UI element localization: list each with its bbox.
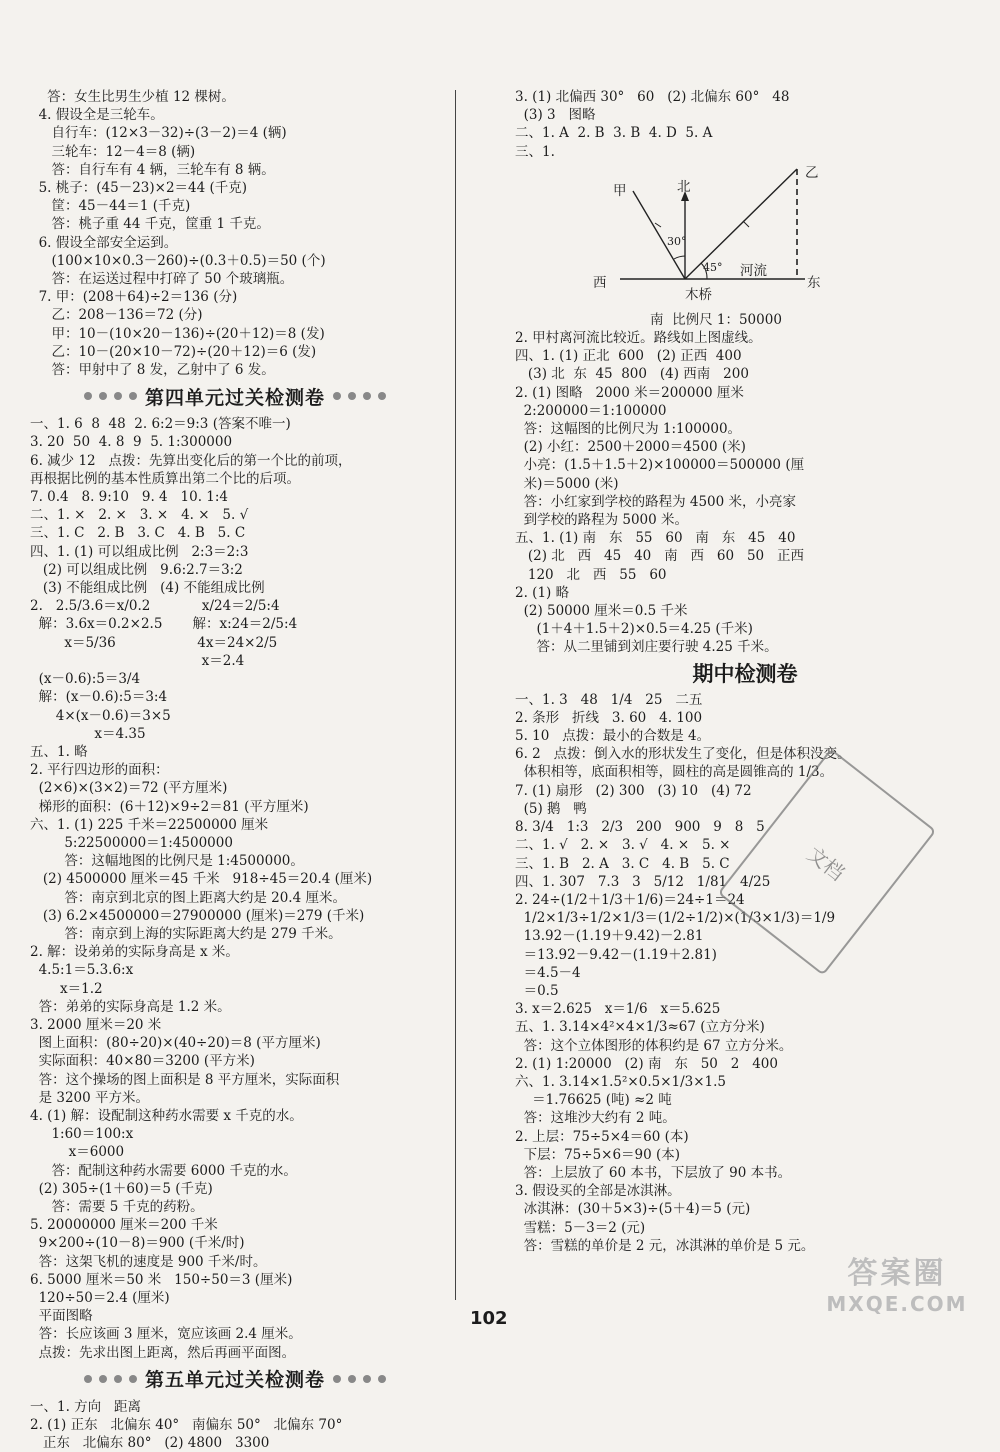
answer-line: 三、1. C 2. B 3. C 4. B 5. C [30,525,246,542]
answer-line: (2) 小红：2500＋2000＝4500 (米) [515,439,746,456]
answers-mid-right [515,329,975,657]
answer-line: 5. 桃子：(45－23)×2＝44 (千克) [30,180,248,197]
answer-line: ＝0.5 [515,982,559,999]
answer-line: 2:200000＝1:100000 [515,402,667,419]
village-jia-label: 甲 [613,182,627,199]
answer-line: 5. 20000000 厘米＝200 千米 [30,1217,218,1234]
answer-line: (3) 不能组成比例 (4) 不能组成比例 [30,580,265,597]
page-number: 102 [470,1308,508,1329]
section-5-answers [30,1398,440,1452]
answer-line: 实际面积：40×80＝3200 (平方米) [30,1053,255,1070]
direction-diagram-svg [515,161,975,311]
header-dots-right [333,1375,386,1383]
right-column [515,88,975,1255]
answer-line: ＝13.92－9.42－(1.19＋2.81) [515,946,717,963]
answer-line: 解：(x－0.6):5＝3:4 [30,689,168,706]
answer-line: 2. (1) 1:20000 (2) 南 东 50 2 400 [515,1055,778,1072]
answer-line: 平面图略 [30,1308,93,1325]
answer-line: 答：需要 5 千克的药粉。 [30,1198,204,1215]
answer-line: ＝4.5－4 [515,964,581,981]
answers-top-left [30,88,440,379]
answer-line: 一、1. 方向 距离 [30,1398,142,1415]
answer-line: 5. 10 点拨：最小的合数是 4。 [515,728,711,745]
column-divider [455,90,456,1300]
answer-line: 6. 减少 12 点拨：先算出变化后的第一个比的前项， [30,452,352,469]
bridge-label: 木桥 [685,286,712,303]
answer-line: 答：从二里铺到刘庄要行驶 4.25 千米。 [515,639,778,656]
answer-line: 四、1. (1) 正北 600 (2) 正西 400 [515,348,742,365]
answer-line: 2. 24÷(1/2＋1/3＋1/6)＝24÷1＝24 [515,891,745,908]
east-label: 东 [807,274,821,291]
answer-line: 2. 2.5/3.6＝x/0.2 x/24＝2/5:4 [30,598,280,615]
answer-line: (1＋4＋1.5＋2)×0.5＝4.25 (千米) [515,621,753,638]
section-4-header [30,381,440,411]
section-5-title: 第五单元过关检测卷 [144,1369,325,1392]
answer-line: x＝4.35 [30,725,146,742]
left-column [30,88,440,1452]
answer-line: 五、1. 3.14×4²×4×1/3≈67 (立方分米) [515,1019,765,1036]
answer-line: 2. 解：设弟弟的实际身高是 x 米。 [30,944,239,961]
answer-line: 米)＝5000 (米) [515,475,619,492]
answer-line: 1/2×1/3÷1/2×1/3＝(1/2÷1/2)×(1/3×1/3)＝1/9 [515,910,836,927]
answer-line: 答：南京到北京的图上距离大约是 20.4 厘米。 [30,889,346,906]
header-dots-left [84,392,137,400]
answers-top-right [515,88,975,161]
answer-line: 5:22500000＝1:4500000 [30,834,233,851]
answer-line: 2. (1) 略 [515,584,570,601]
answer-line: 4. 假设全是三轮车。 [30,107,164,124]
angle-30-label: 30° [667,234,687,248]
answer-line: 答：自行车有 4 辆，三轮车有 8 辆。 [30,161,275,178]
answer-line: ＝1.76625 (吨) ≈2 吨 [515,1092,672,1109]
answer-line: 答：这幅地图的比例尺是 1:4500000。 [30,853,304,870]
section-5-header [30,1364,440,1394]
answer-line: x＝5/36 4x＝24×2/5 [30,634,278,651]
answer-line: 点拨：先求出图上距离，然后再画平面图。 [30,1344,296,1361]
answer-line: (5) 鹅 鸭 [515,800,587,817]
answer-line: (2) 可以组成比例 9.6:2.7＝3:2 [30,561,243,578]
answer-line: 体积相等，底面积相等，圆柱的高是圆锥高的 1/3。 [515,764,834,781]
answer-line: 7. 0.4 8. 9:10 9. 4 10. 1:4 [30,489,228,506]
answer-line: 三、1. [515,143,555,160]
answer-line: 120 北 西 55 60 [515,566,667,583]
answer-line: 四、1. (1) 可以组成比例 2:3＝2:3 [30,543,249,560]
answer-line: 答：长应该画 3 厘米，宽应该画 2.4 厘米。 [30,1326,302,1343]
answer-line: 一、1. 3 48 1/4 25 二五 [515,691,703,708]
answer-line: 五、1. 略 [30,743,88,760]
answer-line: 9×200÷(10－8)＝900 (千米/时) [30,1235,245,1252]
answer-line: 3. 2000 厘米＝20 米 [30,1016,162,1033]
answer-line: 7. 甲：(208＋64)÷2＝136 (分) [30,289,238,306]
village-yi-label: 乙 [805,164,819,181]
answer-line: 乙：208－136＝72 (分) [30,307,203,324]
north-label: 北 [677,178,691,195]
answer-line: 6. 假设全部安全运到。 [30,234,178,251]
west-label: 西 [593,274,607,291]
answer-line: 答：南京到上海的实际距离大约是 279 千米。 [30,925,342,942]
answer-line: 答：配制这种药水需要 6000 千克的水。 [30,1162,297,1179]
answer-line: 梯形的面积：(6＋12)×9÷2＝81 (平方厘米) [30,798,309,815]
answer-line: 4. (1) 解：设配制这种药水需要 x 千克的水。 [30,1107,303,1124]
answer-line: 答：甲射中了 8 发，乙射中了 6 发。 [30,362,275,379]
midterm-answers [515,691,975,1255]
answer-line: (3) 3 图略 [515,107,596,124]
answer-line: 答：这幅图的比例尺为 1:100000。 [515,421,742,438]
answer-line: (2) 305÷(1＋60)＝5 (千克) [30,1180,213,1197]
answer-line: 2. (1) 正东 北偏东 40° 南偏东 50° 北偏东 70° [30,1417,343,1434]
angle-45-label: 45° [703,260,723,274]
answer-line: 3. (1) 北偏西 30° 60 (2) 北偏东 60° 48 [515,89,790,105]
answer-line: (3) 6.2×4500000＝27900000 (厘米)＝279 (千米) [30,907,365,924]
answer-line: x＝2.4 [30,652,245,669]
answer-line: 答：桃子重 44 千克，筐重 1 千克。 [30,216,270,233]
direction-diagram [515,161,975,311]
answer-line: 120÷50＝2.4 (厘米) [30,1290,170,1306]
answer-line: 2. (1) 图略 2000 米＝200000 厘米 [515,384,744,401]
answer-line: 二、1. √ 2. × 3. √ 4. × 5. × [515,837,731,854]
stamp-text: 文档 [802,841,850,885]
answer-line: (2) 4500000 厘米＝45 千米 918÷45＝20.4 (厘米) [30,871,373,888]
answer-line: 图上面积：(80÷20)×(40÷20)＝8 (平方厘米) [30,1035,321,1052]
site-watermark [812,1248,982,1318]
watermark-main-text: 答案圈 [847,1256,947,1291]
river-label: 河流 [740,262,767,279]
watermark-sub-text: MXQE.COM [826,1292,968,1316]
answer-line: 正东 北偏东 80° (2) 4800 3300 [30,1435,270,1452]
answer-line: (2) 北 西 45 40 南 西 60 50 正西 [515,548,804,565]
answer-line: 6. 5000 厘米＝50 米 150÷50＝3 (厘米) [30,1271,293,1288]
answer-line: (x－0.6):5＝3/4 [30,671,141,688]
midterm-title: 期中检测卷 [692,661,798,686]
answer-line: 四、1. 307 7.3 3 5/12 1/81 4/25 [515,873,771,890]
answer-line: 4.5:1＝5.3.6:x [30,962,134,979]
answer-line: 再根据比例的基本性质算出第二个比的后项。 [30,470,300,487]
answer-line: 六、1. 3.14×1.5²×0.5×1/3×1.5 [515,1073,727,1090]
answer-line: 答：雪糕的单价是 2 元，冰淇淋的单价是 5 元。 [515,1237,815,1254]
answer-line: 4×(x－0.6)＝3×5 [30,707,171,724]
answer-line: 三轮车：12－4＝8 (辆) [30,143,196,160]
answer-line: 小亮：(1.5＋1.5＋2)×100000＝500000 (厘 [515,457,805,474]
answer-line: 答：这堆沙大约有 2 吨。 [515,1110,676,1127]
answer-line: (3) 北 东 45 800 (4) 西南 200 [515,366,749,383]
answer-line: 3. 20 50 4. 8 9 5. 1:300000 [30,434,233,451]
answer-line: 答：上层放了 60 本书，下层放了 90 本书。 [515,1164,792,1181]
answer-line: 乙：10－(20×10－72)÷(20＋12)＝6 (发) [30,343,317,360]
answer-line: 六、1. (1) 225 千米＝22500000 厘米 [30,816,269,833]
section-4-title: 第四单元过关检测卷 [144,386,325,409]
answer-line: 2. 甲村离河流比较近。路线如上图虚线。 [515,330,762,347]
answer-line: 二、1. × 2. × 3. × 4. × 5. √ [30,507,249,524]
answer-line: (2) 50000 厘米＝0.5 千米 [515,603,688,620]
answer-line: 一、1. 6 8 48 2. 6:2＝9:3 (答案不唯一) [30,416,291,433]
answer-line: x＝1.2 [30,980,103,997]
answer-line: 下层：75÷5×6＝90 (本) [515,1146,681,1163]
answer-line: 1:60＝100:x [30,1126,134,1143]
answer-line: 3. 假设买的全部是冰淇淋。 [515,1183,681,1200]
answer-line: 8. 3/4 1:3 2/3 200 900 9 8 5 [515,819,765,836]
answer-line: 答：女生比男生少植 12 棵树。 [30,89,235,105]
answer-line: 2. 上层：75÷5×4＝60 (本) [515,1128,689,1145]
answer-line: 2. 平行四边形的面积： [30,762,169,779]
answer-line: 答：弟弟的实际身高是 1.2 米。 [30,998,231,1015]
answer-line: 筐：45－44＝1 (千克) [30,198,191,215]
answer-line: 是 3200 平方米。 [30,1089,150,1106]
answer-line: 答：小红家到学校的路程为 4500 米，小亮家 [515,493,797,510]
answer-line: 答：这架飞机的速度是 900 千米/时。 [30,1253,267,1270]
answer-line: 答：在运送过程中打碎了 50 个玻璃瓶。 [30,271,294,288]
header-dots-left [84,1375,137,1383]
answer-line: 甲：10－(10×20－136)÷(20＋12)＝8 (发) [30,325,325,342]
answer-line: (100×10×0.3－260)÷(0.3＋0.5)＝50 (个) [30,252,326,269]
section-4-answers [30,415,440,1362]
south-scale-label: 南 比例尺 1：50000 [650,311,782,328]
answer-line: 二、1. A 2. B 3. B 4. D 5. A [515,125,713,142]
answer-line: 答：这个操场的图上面积是 8 平方厘米，实际面积 [30,1071,340,1088]
answer-line: (2×6)×(3×2)＝72 (平方厘米) [30,780,228,797]
answer-line: 2. 条形 折线 3. 60 4. 100 [515,709,703,726]
answer-line: 雪糕：5－3＝2 (元) [515,1219,646,1236]
answer-line: 3. x＝2.625 x＝1/6 x＝5.625 [515,1001,721,1018]
answer-line: 到学校的路程为 5000 米。 [515,512,689,529]
answer-line: 13.92－(1.19＋9.42)－2.81 [515,928,704,945]
answer-line: 解：3.6x＝0.2×2.5 解：x:24＝2/5:4 [30,616,298,633]
answer-line: x＝6000 [30,1144,125,1161]
answer-line: 五、1. (1) 南 东 55 60 南 东 45 40 [515,530,796,547]
header-dots-right [333,392,386,400]
answer-line: 7. (1) 扇形 (2) 300 (3) 10 (4) 72 [515,782,752,799]
answer-line: 冰淇淋：(30＋5×3)÷(5＋4)＝5 (元) [515,1201,751,1218]
answer-line: 6. 2 点拨：倒入水的形状发生了变化，但是体积没变。 [515,746,851,763]
answer-line: 答：这个立体图形的体积约是 67 立方分米。 [515,1037,793,1054]
answer-line: 三、1. B 2. A 3. C 4. B 5. C [515,855,730,872]
answer-line: 自行车：(12×3－32)÷(3－2)＝4 (辆) [30,125,287,142]
